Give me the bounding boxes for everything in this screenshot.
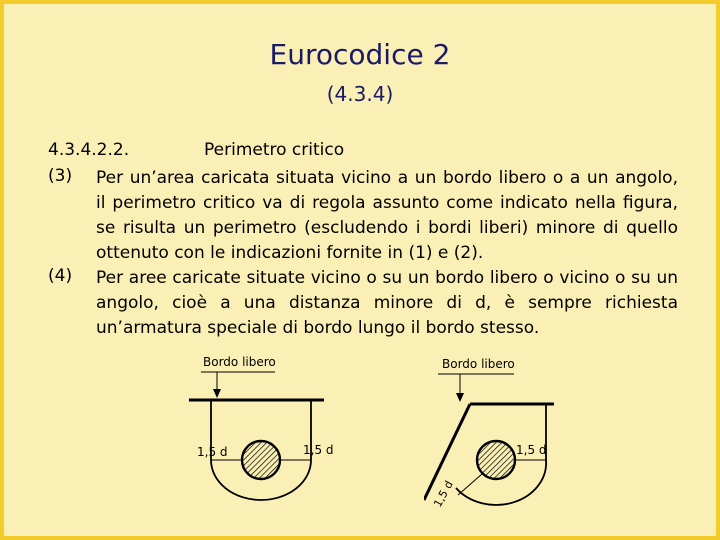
- paragraph-4-text: Per aree caricate situate vicino o su un bordo libero o vicino o su un angolo, cioè a una distanza minore di d, è sempre richiesta un’armatura speciale di bordo lungo il bordo stesso.: [96, 268, 678, 338]
- paragraph-3-text: Per un’area caricata situata vicino a un bordo libero o a un angolo, il perimetro critico va di regola assunto come indicato nella figura, se risulta un perimetro (escludendo i bordi liberi) minore di quello ottenuto con le indicazioni fornite in (1) e (2).: [96, 168, 678, 263]
- free-edge-label: Bordo libero: [203, 355, 276, 369]
- dimension-line-diagonal: [458, 474, 482, 495]
- dimension-label-diagonal: 1,5 d: [431, 478, 456, 510]
- dimension-label-left: 1,5 d: [197, 445, 228, 459]
- slide-subtitle: (4.3.4): [326, 82, 394, 106]
- slide-title: Eurocodice 2: [269, 38, 451, 71]
- paragraph-4-number: (4): [48, 266, 73, 286]
- section-title: Perimetro critico: [204, 140, 345, 160]
- figure-corner: [424, 350, 574, 520]
- loaded-area: [477, 441, 515, 479]
- dimension-label-right: 1,5 d: [303, 443, 334, 457]
- dimension-label-right: 1,5 d: [516, 443, 547, 457]
- section-number: 4.3.4.2.2.: [48, 140, 130, 160]
- leader-arrow: [213, 389, 221, 398]
- figure-free-edge: [189, 350, 359, 510]
- paragraph-3-number: (3): [48, 166, 73, 186]
- loaded-area: [242, 441, 280, 479]
- leader-arrow: [456, 393, 464, 402]
- free-edge-label: Bordo libero: [442, 357, 515, 371]
